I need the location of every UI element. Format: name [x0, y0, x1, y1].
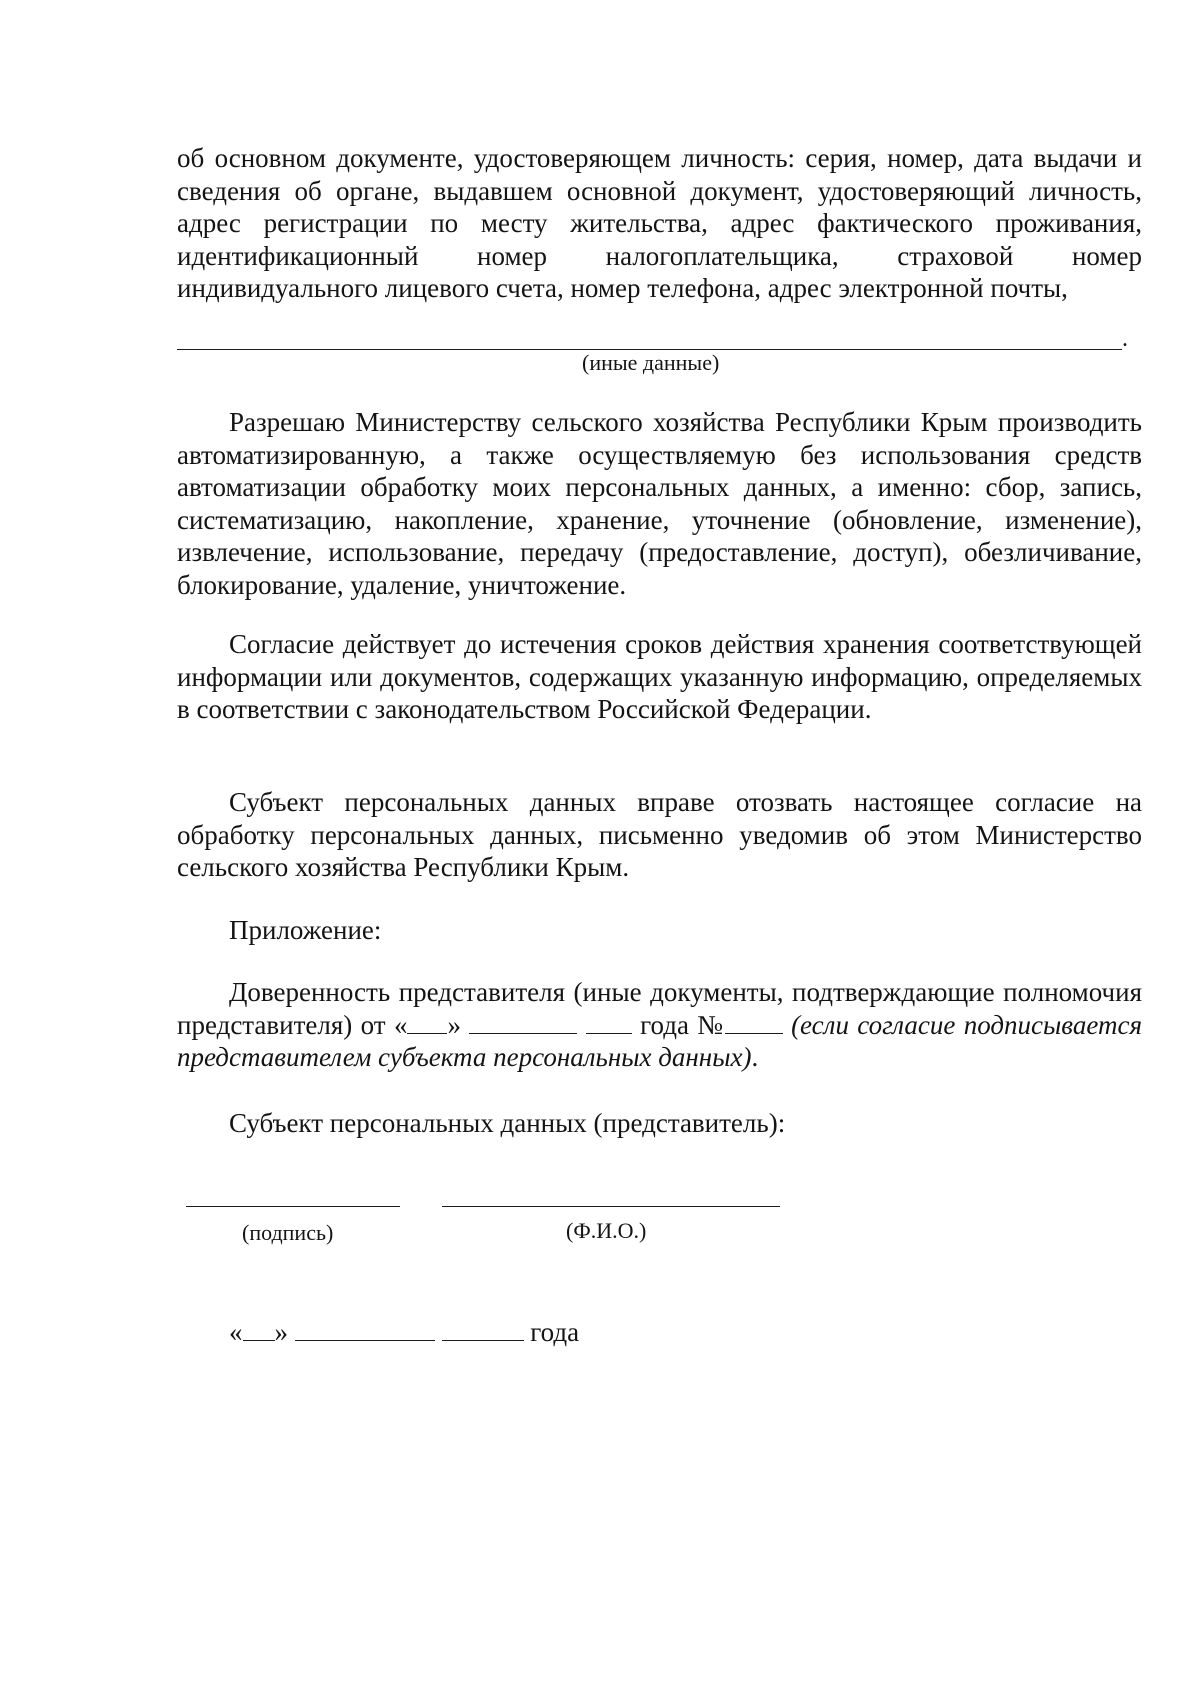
number-blank[interactable] [725, 1011, 783, 1034]
day-blank[interactable] [407, 1011, 447, 1034]
validity-paragraph: Согласие действует до истечения сроков действия хранения соответствующей информации или документов, содержащих указанную информацию, определяемых в соответствии с законодательством Российской Федерации. [177, 629, 1142, 724]
identity-details-text: об основном документе, удостоверяющем личность: серия, номер, дата выдачи и сведения об органе, выдавшем основной документ, удостоверяющий личность, адрес регистрации по месту жительства, адрес фактического проживания, идентификационный номер налогоплательщика, страховой номер индивидуального лицевого счета, номер телефона, адрес электронной почты, [177, 143, 1142, 303]
attachment-quote-close: » [447, 1009, 461, 1040]
attachment-heading: Приложение: [229, 915, 382, 945]
date-day-blank[interactable] [243, 1318, 275, 1341]
attachment-period: . [751, 1042, 759, 1072]
revocation-paragraph: Субъект персональных данных вправе отозвать настоящее согласие на обработку персональных данных, письменно уведомив об этом Министерство сельского хозяйства Республики Крым. [177, 787, 1142, 882]
other-data-label: (иные данные) [582, 350, 720, 375]
attachment-text: Доверенность представителя (иные документы, подтверждающие полномочия представителя) от « [177, 977, 1142, 1040]
fio-label: (Ф.И.О.) [566, 1218, 647, 1243]
year-blank[interactable] [586, 1011, 632, 1034]
date-line [229, 1316, 579, 1348]
month-blank[interactable] [469, 1011, 577, 1034]
date-year-blank[interactable] [442, 1318, 524, 1341]
other-data-line-period: . [1122, 326, 1128, 352]
subject-signature-heading: Субъект персональных данных (представитель): [229, 1108, 786, 1138]
signature-label: (подпись) [242, 1220, 334, 1245]
attachment-year-number-label: года № [640, 1009, 725, 1040]
date-open-quote: « [229, 1317, 243, 1347]
attachment-paragraph [177, 976, 1142, 1074]
fio-line[interactable] [442, 1206, 780, 1207]
permission-paragraph: Разрешаю Министерству сельского хозяйства Республики Крым производить автоматизированную, а также осуществляемую без использования средств автоматизации обработку моих персональных данных, а именно: сбор, запись, систематизацию, накопление, хранение, уточнение (обновление, изменение), извлечение, использование, передачу (предоставление, доступ), обезличивание, блокирование, удаление, уничтожение. [177, 407, 1142, 600]
representative-note: (если согласие подписывается представителем субъекта персональных данных) [177, 1009, 1143, 1072]
date-month-blank[interactable] [295, 1318, 435, 1341]
signature-line[interactable] [186, 1206, 400, 1207]
date-close-quote: » [274, 1317, 288, 1347]
date-year-word: года [530, 1317, 580, 1347]
